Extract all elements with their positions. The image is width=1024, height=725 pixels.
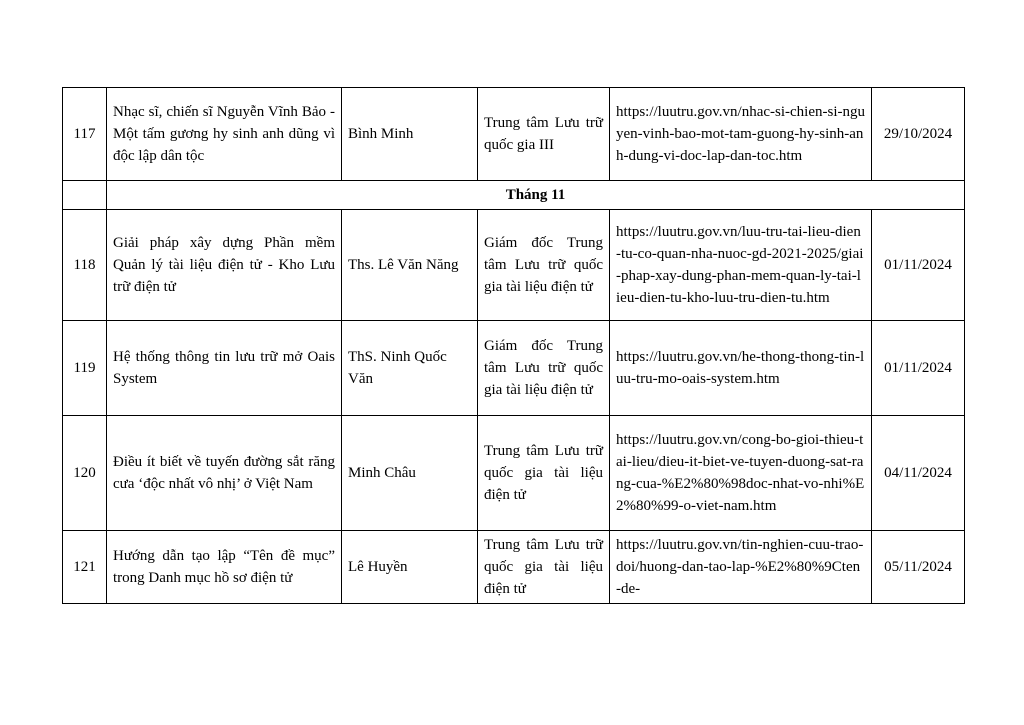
- article-title: Giải pháp xây dựng Phần mềm Quản lý tài liệu điện tử - Kho Lưu trữ điện tử: [107, 210, 342, 321]
- article-unit: Trung tâm Lưu trữ quốc gia III: [478, 88, 610, 181]
- month-header: Tháng 11: [107, 181, 965, 210]
- article-author: Minh Châu: [342, 416, 478, 531]
- table-row: [63, 88, 965, 181]
- table-row: [63, 531, 965, 604]
- article-title: Nhạc sĩ, chiến sĩ Nguyễn Vĩnh Bảo - Một tấm gương hy sinh anh dũng vì độc lập dân tộc: [107, 88, 342, 181]
- articles-table: [62, 87, 965, 604]
- article-title: Hệ thống thông tin lưu trữ mở Oais System: [107, 321, 342, 416]
- article-unit: Trung tâm Lưu trữ quốc gia tài liệu điện tử: [478, 531, 610, 604]
- article-date: 05/11/2024: [872, 531, 965, 604]
- article-title: Điều ít biết về tuyến đường sắt răng cưa ‘độc nhất vô nhị’ ở Việt Nam: [107, 416, 342, 531]
- article-date: 01/11/2024: [872, 210, 965, 321]
- article-date: 29/10/2024: [872, 88, 965, 181]
- article-url: https://luutru.gov.vn/luu-tru-tai-lieu-dien-tu-co-quan-nha-nuoc-gd-2021-2025/giai-phap-xay-dung-phan-mem-quan-ly-tai-lieu-dien-tu-kho-luu-tru-dien-tu.htm: [610, 210, 872, 321]
- table-row: [63, 416, 965, 531]
- row-number: 119: [63, 321, 107, 416]
- month-row: [63, 181, 965, 210]
- row-number: 121: [63, 531, 107, 604]
- row-number: 117: [63, 88, 107, 181]
- article-author: Ths. Lê Văn Năng: [342, 210, 478, 321]
- article-url: https://luutru.gov.vn/cong-bo-gioi-thieu-tai-lieu/dieu-it-biet-ve-tuyen-duong-sat-rang-cua-%E2%80%98doc-nhat-vo-nhi%E2%80%99-o-viet-nam.htm: [610, 416, 872, 531]
- article-url: https://luutru.gov.vn/tin-nghien-cuu-trao-doi/huong-dan-tao-lap-%E2%80%9Cten-de-: [610, 531, 872, 604]
- article-url: https://luutru.gov.vn/nhac-si-chien-si-nguyen-vinh-bao-mot-tam-guong-hy-sinh-anh-dung-vi-doc-lap-dan-toc.htm: [610, 88, 872, 181]
- article-unit: Giám đốc Trung tâm Lưu trữ quốc gia tài liệu điện tử: [478, 321, 610, 416]
- article-title: Hướng dẫn tạo lập “Tên đề mục” trong Danh mục hồ sơ điện tử: [107, 531, 342, 604]
- article-author: Bình Minh: [342, 88, 478, 181]
- article-date: 04/11/2024: [872, 416, 965, 531]
- article-url: https://luutru.gov.vn/he-thong-thong-tin-luu-tru-mo-oais-system.htm: [610, 321, 872, 416]
- article-author: Lê Huyền: [342, 531, 478, 604]
- article-date: 01/11/2024: [872, 321, 965, 416]
- article-author: ThS. Ninh Quốc Văn: [342, 321, 478, 416]
- article-unit: Giám đốc Trung tâm Lưu trữ quốc gia tài liệu điện tử: [478, 210, 610, 321]
- row-number: 120: [63, 416, 107, 531]
- table-row: [63, 321, 965, 416]
- table-row: [63, 210, 965, 321]
- row-number: 118: [63, 210, 107, 321]
- month-row-blank: [63, 181, 107, 210]
- article-unit: Trung tâm Lưu trữ quốc gia tài liệu điện tử: [478, 416, 610, 531]
